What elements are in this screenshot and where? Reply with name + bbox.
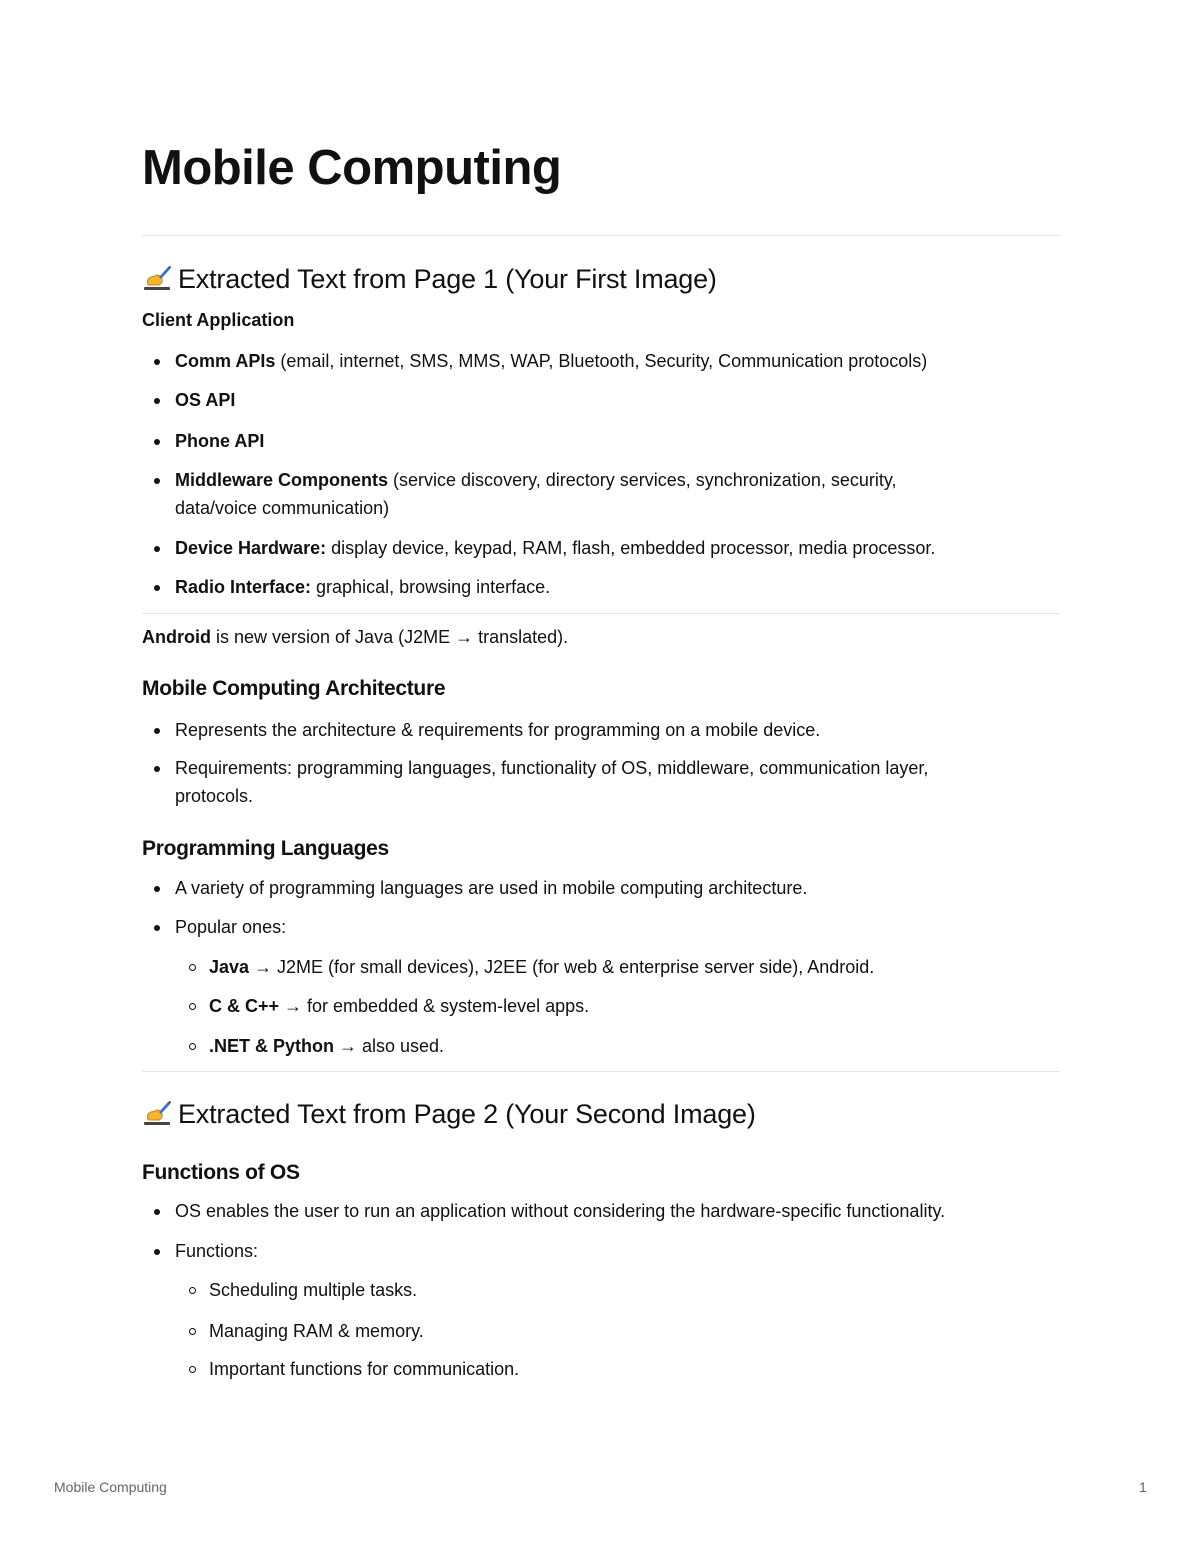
client-application-label: Client Application xyxy=(142,310,295,330)
list-item: A variety of programming languages are used in mobile computing architecture. xyxy=(175,874,1055,902)
list-item xyxy=(175,754,1055,810)
architecture-heading: Mobile Computing Architecture xyxy=(142,677,446,700)
list-item: Represents the architecture & requirements for programming on a mobile device. xyxy=(175,716,1055,744)
item-term: Java xyxy=(209,957,250,977)
item-term: Phone API xyxy=(175,431,265,451)
android-desc: is new version of Java (J2ME → translated). xyxy=(211,627,569,647)
list-item: Functions: xyxy=(175,1237,1055,1265)
item-desc: (email, internet, SMS, MMS, WAP, Bluetooth, Security, Communication protocols) xyxy=(275,351,928,371)
sub-list-item xyxy=(209,1032,444,1060)
list-item: OS enables the user to run an application without considering the hardware-specific functionality. xyxy=(175,1197,1055,1225)
android-note xyxy=(142,627,568,648)
section1-heading-text: Extracted Text from Page 1 (Your First Image) xyxy=(178,264,717,294)
sub-list-item: Managing RAM & memory. xyxy=(209,1317,424,1345)
writing-hand-icon xyxy=(142,265,172,291)
item-desc: display device, keypad, RAM, flash, embedded processor, media processor. xyxy=(326,538,936,558)
divider xyxy=(142,1071,1060,1072)
footer-title: Mobile Computing xyxy=(54,1479,167,1495)
item-text-continued: protocols. xyxy=(175,786,254,806)
item-term: OS API xyxy=(175,390,236,410)
divider xyxy=(142,235,1060,236)
sub-list-item: Scheduling multiple tasks. xyxy=(209,1276,417,1304)
section1-heading xyxy=(142,264,717,295)
list-item xyxy=(175,347,1055,375)
sub-list-item xyxy=(209,992,589,1020)
section2-heading xyxy=(142,1099,756,1130)
sub-list-item: Important functions for communication. xyxy=(209,1355,519,1383)
item-text: Requirements: programming languages, functionality of OS, middleware, communication layer, xyxy=(175,758,929,778)
writing-hand-icon xyxy=(142,1100,172,1126)
list-item xyxy=(175,386,1055,414)
sub-list-item xyxy=(209,953,874,981)
android-term: Android xyxy=(142,627,211,647)
list-item xyxy=(175,534,1055,562)
item-desc: → also used. xyxy=(334,1036,445,1056)
page-title: Mobile Computing xyxy=(142,141,562,195)
item-desc-continued: data/voice communication) xyxy=(175,498,390,518)
item-desc: graphical, browsing interface. xyxy=(311,577,551,597)
item-term: Comm APIs xyxy=(175,351,276,371)
item-term: Device Hardware: xyxy=(175,538,327,558)
item-desc: (service discovery, directory services, synchronization, security, xyxy=(388,470,897,490)
item-term: Radio Interface: xyxy=(175,577,312,597)
section2-heading-text: Extracted Text from Page 2 (Your Second Image) xyxy=(178,1099,756,1129)
item-term: Middleware Components xyxy=(175,470,389,490)
programming-languages-heading: Programming Languages xyxy=(142,837,389,860)
item-desc: → for embedded & system-level apps. xyxy=(279,996,590,1016)
page-number: 1 xyxy=(1139,1479,1147,1495)
item-term: .NET & Python xyxy=(209,1036,334,1056)
list-item xyxy=(175,573,1055,601)
list-item xyxy=(175,427,1055,455)
os-functions-heading: Functions of OS xyxy=(142,1161,300,1184)
item-term: C & C++ xyxy=(209,996,280,1016)
list-item xyxy=(175,466,1055,522)
list-item: Popular ones: xyxy=(175,913,1055,941)
item-desc: → J2ME (for small devices), J2EE (for web & enterprise server side), Android. xyxy=(249,957,875,977)
divider xyxy=(142,613,1060,614)
